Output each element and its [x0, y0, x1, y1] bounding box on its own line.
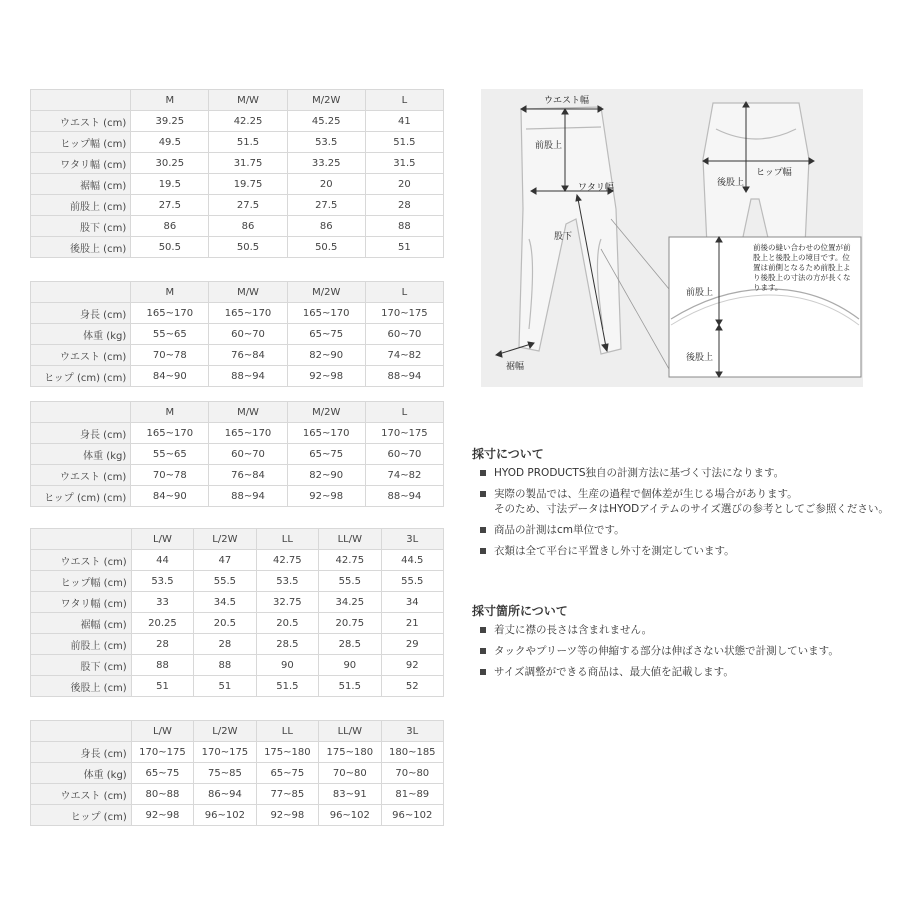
- table-cell: 170~175: [365, 423, 443, 444]
- table-cell: 88: [365, 216, 443, 237]
- bullet-square-icon: [480, 491, 486, 497]
- table-cell: 20.5: [194, 613, 256, 634]
- row-label: ヒップ幅 (cm): [31, 132, 131, 153]
- list-item: [480, 466, 890, 481]
- table-cell: 20.75: [319, 613, 381, 634]
- table-cell: 33.25: [287, 153, 365, 174]
- table-cell: 51: [365, 237, 443, 258]
- hip-label: ヒップ幅: [756, 168, 792, 178]
- list-item-text: HYOD PRODUCTS独自の計測方法に基づく寸法になります。: [494, 467, 785, 479]
- size-header: M/2W: [287, 90, 365, 111]
- size-header: LL: [256, 721, 318, 742]
- table-cell: 29: [381, 634, 443, 655]
- table-row: [31, 655, 444, 676]
- table-cell: 51.5: [319, 676, 381, 697]
- list-item-text: タックやプリーツ等の伸縮する部分は伸ばさない状態で計測しています。: [494, 645, 839, 657]
- inseam-label: 股下: [554, 232, 573, 242]
- row-label: ワタリ幅 (cm): [31, 153, 131, 174]
- size-header: L: [365, 90, 443, 111]
- table-cell: 180~185: [381, 742, 443, 763]
- table-cell: 74~82: [365, 345, 443, 366]
- table-cell: 47: [194, 550, 256, 571]
- row-label: ウエスト (cm): [31, 111, 131, 132]
- size-header: L/W: [131, 721, 193, 742]
- seam-note: 前後の縫い合わせの位置が前股上と後股上の境目です。位置は前側となるため前股上より後股上の寸法の方が長くなります。: [753, 243, 851, 292]
- size-header: L: [365, 402, 443, 423]
- table-corner: [31, 282, 131, 303]
- size-table-measurements-m-l: [30, 89, 444, 258]
- size-header: M/W: [209, 282, 287, 303]
- table-cell: 28.5: [256, 634, 318, 655]
- table-cell: 92: [381, 655, 443, 676]
- table-cell: 53.5: [287, 132, 365, 153]
- size-header: M/2W: [287, 282, 365, 303]
- size-header: L/2W: [194, 721, 256, 742]
- table-cell: 19.5: [131, 174, 209, 195]
- row-label: ヒップ (cm): [31, 805, 132, 826]
- table-cell: 53.5: [131, 571, 193, 592]
- section-title-measuring: 採寸について: [472, 447, 544, 461]
- table-row: [31, 550, 444, 571]
- row-label: 裾幅 (cm): [31, 174, 131, 195]
- size-header: M: [131, 282, 209, 303]
- table-cell: 86~94: [194, 784, 256, 805]
- table-cell: 51.5: [209, 132, 287, 153]
- table-cell: 28: [365, 195, 443, 216]
- table-cell: 51: [131, 676, 193, 697]
- table-cell: 88~94: [365, 486, 443, 507]
- table-cell: 50.5: [131, 237, 209, 258]
- table-cell: 88~94: [209, 486, 287, 507]
- list-item-text: 衣類は全て平台に平置きし外寸を測定しています。: [494, 545, 735, 557]
- size-header: LL/W: [319, 529, 381, 550]
- table-row: [31, 174, 444, 195]
- row-label: 股下 (cm): [31, 216, 131, 237]
- table-cell: 44.5: [381, 550, 443, 571]
- table-cell: 82~90: [287, 465, 365, 486]
- table-cell: 27.5: [131, 195, 209, 216]
- table-cell: 34.25: [319, 592, 381, 613]
- table-row: [31, 676, 444, 697]
- table-row: [31, 216, 444, 237]
- table-row: [31, 444, 444, 465]
- size-header: L: [365, 282, 443, 303]
- table-cell: 55.5: [319, 571, 381, 592]
- table-row: [31, 153, 444, 174]
- table-cell: 60~70: [365, 324, 443, 345]
- table-cell: 175~180: [319, 742, 381, 763]
- table-cell: 90: [319, 655, 381, 676]
- list-item-text: 着丈に襟の長さは含まれません。: [494, 624, 653, 636]
- table-cell: 83~91: [319, 784, 381, 805]
- table-row: [31, 571, 444, 592]
- list-item: [480, 544, 890, 559]
- row-label: 体重 (kg): [31, 763, 132, 784]
- list-item-text: そのため、寸法データはHYODアイテムのサイズ選びの参考としてご参照ください。: [494, 503, 889, 515]
- table-cell: 82~90: [287, 345, 365, 366]
- table-cell: 74~82: [365, 465, 443, 486]
- table-cell: 165~170: [287, 303, 365, 324]
- table-cell: 33: [131, 592, 193, 613]
- table-cell: 28: [131, 634, 193, 655]
- table-cell: 32.75: [256, 592, 318, 613]
- table-row: [31, 303, 444, 324]
- table-cell: 53.5: [256, 571, 318, 592]
- table-cell: 42.25: [209, 111, 287, 132]
- list-item: [480, 623, 890, 638]
- size-header: M: [131, 402, 209, 423]
- row-label: 裾幅 (cm): [31, 613, 132, 634]
- size-header: L/W: [131, 529, 193, 550]
- table-corner: [31, 529, 132, 550]
- table-cell: 165~170: [209, 423, 287, 444]
- table-cell: 55.5: [194, 571, 256, 592]
- pants-illustration: [481, 89, 863, 387]
- inset-back-rise-label: 後股上: [686, 353, 714, 363]
- row-label: ウエスト (cm): [31, 465, 131, 486]
- table-corner: [31, 90, 131, 111]
- table-cell: 92~98: [256, 805, 318, 826]
- table-cell: 19.75: [209, 174, 287, 195]
- table-row: [31, 465, 444, 486]
- table-cell: 42.75: [256, 550, 318, 571]
- row-label: ヒップ (cm) (cm): [31, 366, 131, 387]
- table-cell: 30.25: [131, 153, 209, 174]
- size-table-body-m-l-repeat: [30, 401, 444, 507]
- front-rise-label: 前股上: [535, 141, 563, 151]
- table-row: [31, 634, 444, 655]
- measuring-points-list: [480, 623, 890, 686]
- table-row: [31, 592, 444, 613]
- table-cell: 70~80: [319, 763, 381, 784]
- row-label: ウエスト (cm): [31, 550, 132, 571]
- table-cell: 21: [381, 613, 443, 634]
- row-label: 前股上 (cm): [31, 195, 131, 216]
- size-header: L/2W: [194, 529, 256, 550]
- row-label: 体重 (kg): [31, 324, 131, 345]
- size-header: M/W: [209, 90, 287, 111]
- table-cell: 34: [381, 592, 443, 613]
- row-label: 体重 (kg): [31, 444, 131, 465]
- size-table-body-m-l: [30, 281, 444, 387]
- table-row: [31, 132, 444, 153]
- table-cell: 84~90: [131, 486, 209, 507]
- table-cell: 88: [131, 655, 193, 676]
- table-cell: 165~170: [287, 423, 365, 444]
- table-row: [31, 111, 444, 132]
- table-row: [31, 613, 444, 634]
- table-cell: 20.25: [131, 613, 193, 634]
- table-cell: 65~75: [287, 324, 365, 345]
- table-cell: 50.5: [209, 237, 287, 258]
- table-row: [31, 366, 444, 387]
- row-label: ウエスト (cm): [31, 784, 132, 805]
- back-rise-label: 後股上: [717, 178, 745, 188]
- measuring-notes-list: [480, 466, 890, 565]
- table-cell: 51.5: [365, 132, 443, 153]
- table-cell: 170~175: [194, 742, 256, 763]
- table-row: [31, 805, 444, 826]
- table-cell: 55~65: [131, 444, 209, 465]
- list-item: [480, 665, 890, 680]
- table-row: [31, 345, 444, 366]
- row-label: ウエスト (cm): [31, 345, 131, 366]
- size-header: M/W: [209, 402, 287, 423]
- bullet-square-icon: [480, 470, 486, 476]
- table-row: [31, 784, 444, 805]
- table-row: [31, 423, 444, 444]
- table-corner: [31, 402, 131, 423]
- row-label: ヒップ幅 (cm): [31, 571, 132, 592]
- table-cell: 27.5: [209, 195, 287, 216]
- section-title-points: 採寸箇所について: [472, 604, 568, 618]
- table-cell: 86: [131, 216, 209, 237]
- thigh-label: ワタリ幅: [578, 183, 614, 193]
- size-header: M: [131, 90, 209, 111]
- table-cell: 165~170: [209, 303, 287, 324]
- table-cell: 96~102: [194, 805, 256, 826]
- table-cell: 60~70: [365, 444, 443, 465]
- table-row: [31, 486, 444, 507]
- table-row: [31, 237, 444, 258]
- table-cell: 39.25: [131, 111, 209, 132]
- table-cell: 175~180: [256, 742, 318, 763]
- row-label: ヒップ (cm) (cm): [31, 486, 131, 507]
- waist-label: ウエスト幅: [544, 96, 590, 106]
- table-cell: 45.25: [287, 111, 365, 132]
- row-label: 身長 (cm): [31, 742, 132, 763]
- list-item: [480, 487, 890, 517]
- bullet-square-icon: [480, 648, 486, 654]
- table-row: [31, 324, 444, 345]
- table-cell: 60~70: [209, 324, 287, 345]
- size-header: M/2W: [287, 402, 365, 423]
- table-cell: 52: [381, 676, 443, 697]
- table-cell: 50.5: [287, 237, 365, 258]
- table-cell: 42.75: [319, 550, 381, 571]
- table-cell: 88: [194, 655, 256, 676]
- table-cell: 81~89: [381, 784, 443, 805]
- table-row: [31, 742, 444, 763]
- table-cell: 41: [365, 111, 443, 132]
- table-cell: 92~98: [287, 486, 365, 507]
- inset-front-rise-label: 前股上: [686, 288, 714, 298]
- table-cell: 84~90: [131, 366, 209, 387]
- size-table-body-lw-3l: [30, 720, 444, 826]
- table-cell: 86: [287, 216, 365, 237]
- table-cell: 170~175: [131, 742, 193, 763]
- measurement-diagram: [481, 89, 863, 387]
- table-cell: 51: [194, 676, 256, 697]
- list-item-text: 商品の計測はcm単位です。: [494, 524, 625, 536]
- table-cell: 65~75: [287, 444, 365, 465]
- table-cell: 96~102: [381, 805, 443, 826]
- table-cell: 55~65: [131, 324, 209, 345]
- table-cell: 70~80: [381, 763, 443, 784]
- table-row: [31, 763, 444, 784]
- bullet-square-icon: [480, 669, 486, 675]
- list-item: [480, 644, 890, 659]
- bullet-square-icon: [480, 627, 486, 633]
- table-cell: 80~88: [131, 784, 193, 805]
- table-cell: 76~84: [209, 345, 287, 366]
- hem-label: 裾幅: [506, 362, 525, 372]
- table-cell: 92~98: [131, 805, 193, 826]
- row-label: 前股上 (cm): [31, 634, 132, 655]
- table-cell: 170~175: [365, 303, 443, 324]
- size-header: 3L: [381, 529, 443, 550]
- table-cell: 86: [209, 216, 287, 237]
- table-cell: 60~70: [209, 444, 287, 465]
- table-cell: 20.5: [256, 613, 318, 634]
- table-row: [31, 195, 444, 216]
- list-item-text: 実際の製品では、生産の過程で個体差が生じる場合があります。: [494, 488, 798, 500]
- table-cell: 76~84: [209, 465, 287, 486]
- table-cell: 77~85: [256, 784, 318, 805]
- table-cell: 20: [365, 174, 443, 195]
- table-cell: 70~78: [131, 465, 209, 486]
- table-cell: 51.5: [256, 676, 318, 697]
- row-label: 身長 (cm): [31, 303, 131, 324]
- table-cell: 165~170: [131, 423, 209, 444]
- table-cell: 88~94: [209, 366, 287, 387]
- table-cell: 65~75: [256, 763, 318, 784]
- size-table-measurements-lw-3l: [30, 528, 444, 697]
- table-cell: 27.5: [287, 195, 365, 216]
- row-label: 身長 (cm): [31, 423, 131, 444]
- size-header: LL/W: [319, 721, 381, 742]
- table-cell: 92~98: [287, 366, 365, 387]
- table-cell: 88~94: [365, 366, 443, 387]
- table-cell: 49.5: [131, 132, 209, 153]
- table-cell: 44: [131, 550, 193, 571]
- table-cell: 75~85: [194, 763, 256, 784]
- row-label: 後股上 (cm): [31, 676, 132, 697]
- list-item-text: サイズ調整ができる商品は、最大値を記載します。: [494, 666, 734, 678]
- bullet-square-icon: [480, 548, 486, 554]
- table-cell: 96~102: [319, 805, 381, 826]
- size-header: 3L: [381, 721, 443, 742]
- list-item: [480, 523, 890, 538]
- table-cell: 20: [287, 174, 365, 195]
- table-cell: 31.75: [209, 153, 287, 174]
- table-cell: 28: [194, 634, 256, 655]
- table-cell: 70~78: [131, 345, 209, 366]
- table-cell: 55.5: [381, 571, 443, 592]
- table-cell: 165~170: [131, 303, 209, 324]
- table-cell: 28.5: [319, 634, 381, 655]
- bullet-square-icon: [480, 527, 486, 533]
- table-cell: 90: [256, 655, 318, 676]
- table-cell: 34.5: [194, 592, 256, 613]
- table-cell: 65~75: [131, 763, 193, 784]
- size-header: LL: [256, 529, 318, 550]
- row-label: ワタリ幅 (cm): [31, 592, 132, 613]
- row-label: 後股上 (cm): [31, 237, 131, 258]
- table-cell: 31.5: [365, 153, 443, 174]
- table-corner: [31, 721, 132, 742]
- row-label: 股下 (cm): [31, 655, 132, 676]
